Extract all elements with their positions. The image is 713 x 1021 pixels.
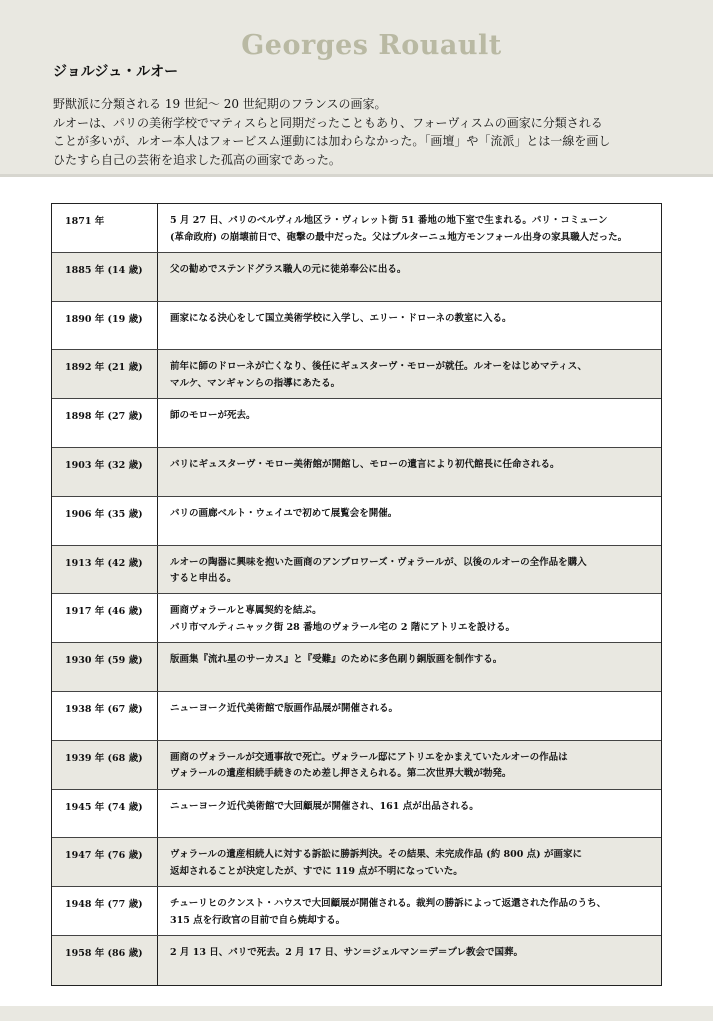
timeline-row	[52, 887, 661, 936]
timeline-event: ニューヨーク近代美術館で版画作品展が開催される。	[170, 702, 399, 714]
timeline-year: 1945 年 (74 歳)	[52, 790, 158, 838]
timeline-event: 画家になる決心をして国立美術学校に入学し、エリー・ドローネの教室に入る。	[170, 312, 512, 324]
timeline-year: 1938 年 (67 歳)	[52, 692, 158, 740]
intro-line: ひたすら自己の芸術を追求した孤高の画家であった。	[53, 152, 341, 167]
timeline-row	[52, 643, 661, 692]
title-english: Georges Rouault	[241, 30, 502, 61]
timeline-row	[52, 350, 661, 399]
timeline-event: 父の勧めでステンドグラス職人の元に徒弟奉公に出る。	[170, 263, 407, 275]
footer-band	[0, 1006, 713, 1021]
timeline-year: 1892 年 (21 歳)	[52, 350, 158, 398]
timeline-row	[52, 741, 661, 790]
timeline-year: 1917 年 (46 歳)	[52, 594, 158, 642]
timeline-row	[52, 399, 661, 448]
timeline-year: 1913 年 (42 歳)	[52, 546, 158, 594]
timeline-event: ニューヨーク近代美術館で大回顧展が開催され、161 点が出品される。	[170, 800, 479, 812]
timeline-event: パリにギュスターヴ・モロー美術館が開館し、モローの遺言により初代館長に任命される。	[170, 458, 560, 470]
timeline-event: 前年に師のドローネが亡くなり、後任にギュスターヴ・モローが就任。ルオーをはじめマティス、 マルケ、マンギャンらの指導にあたる。	[170, 361, 588, 389]
timeline-row	[52, 692, 661, 741]
intro-line: ルオーは、パリの美術学校でマティスらと同期だったこともあり、フォーヴィスムの画家に分類される	[53, 115, 603, 130]
header-band	[0, 0, 713, 177]
timeline-row	[52, 790, 661, 839]
timeline-row	[52, 204, 661, 253]
timeline-year: 1939 年 (68 歳)	[52, 741, 158, 789]
timeline-event: 5 月 27 日、パリのベルヴィル地区ラ・ヴィレット街 51 番地の地下室で生まれる。パリ・コミューン (革命政府) の崩壊前日で、砲撃の最中だった。父はブルターニュ地方モンフォール出身の家具職人だった。	[170, 215, 628, 243]
intro-line: ことが多いが、ルオー本人はフォービスム運動には加わらなかった。「画壇」や「流派」とは一線を画し	[53, 134, 611, 148]
timeline-year: 1930 年 (59 歳)	[52, 643, 158, 691]
timeline-table	[51, 203, 662, 986]
timeline-row	[52, 594, 661, 643]
timeline-row	[52, 448, 661, 497]
timeline-year: 1948 年 (77 歳)	[52, 887, 158, 935]
timeline-row	[52, 546, 661, 595]
timeline-row	[52, 253, 661, 302]
timeline-row	[52, 302, 661, 351]
timeline-year: 1890 年 (19 歳)	[52, 302, 158, 350]
timeline-row	[52, 497, 661, 546]
timeline-event: 師のモローが死去。	[170, 410, 256, 422]
timeline-event: 画商ヴォラールと専属契約を結ぶ。 パリ市マルティニャック街 28 番地のヴォラール宅の 2 階にアトリエを設ける。	[170, 605, 516, 633]
timeline-row	[52, 838, 661, 887]
timeline-event: 2 月 13 日、パリで死去。2 月 17 日、サン＝ジェルマン＝デ＝プレ教会で国葬。	[170, 946, 523, 958]
timeline-event: 版画集『流れ星のサーカス』と『受難』のために多色刷り銅版画を制作する。	[170, 654, 503, 666]
timeline-year: 1947 年 (76 歳)	[52, 838, 158, 886]
timeline-year: 1903 年 (32 歳)	[52, 448, 158, 496]
timeline-event: 画商のヴォラールが交通事故で死亡。ヴォラール邸にアトリエをかまえていたルオーの作品は ヴォラールの遺産相続手続きのため差し押さえられる。第二次世界大戦が勃発。	[170, 751, 568, 780]
timeline-event: チューリヒのクンスト・ハウスで大回顧展が開催される。裁判の勝訴によって返還された作品のうち、 315 点を行政官の目前で自ら焼却する。	[170, 898, 607, 926]
timeline-year: 1898 年 (27 歳)	[52, 399, 158, 447]
timeline-year: 1958 年 (86 歳)	[52, 936, 158, 985]
intro-paragraph	[53, 95, 673, 169]
title-japanese: ジョルジュ・ルオー	[53, 64, 179, 80]
timeline-event: パリの画廊ベルト・ウェイユで初めて展覧会を開催。	[170, 507, 398, 519]
timeline-event: ヴォラールの遺産相続人に対する訴訟に勝訴判決。その結果、未完成作品 (約 800 点) が画家に 返却されることが決定したが、すでに 119 点が不明になっていた。	[170, 849, 582, 877]
timeline-year: 1885 年 (14 歳)	[52, 253, 158, 301]
timeline-event: ルオーの陶器に興味を抱いた画商のアンブロワーズ・ヴォラールが、以後のルオーの全作品を購入 すると申出る。	[170, 556, 587, 585]
timeline-row	[52, 936, 661, 985]
timeline-year: 1906 年 (35 歳)	[52, 497, 158, 545]
intro-line: 野獣派に分類される 19 世紀〜 20 世紀期のフランスの画家。	[53, 97, 387, 111]
timeline-year: 1871 年	[52, 204, 158, 252]
